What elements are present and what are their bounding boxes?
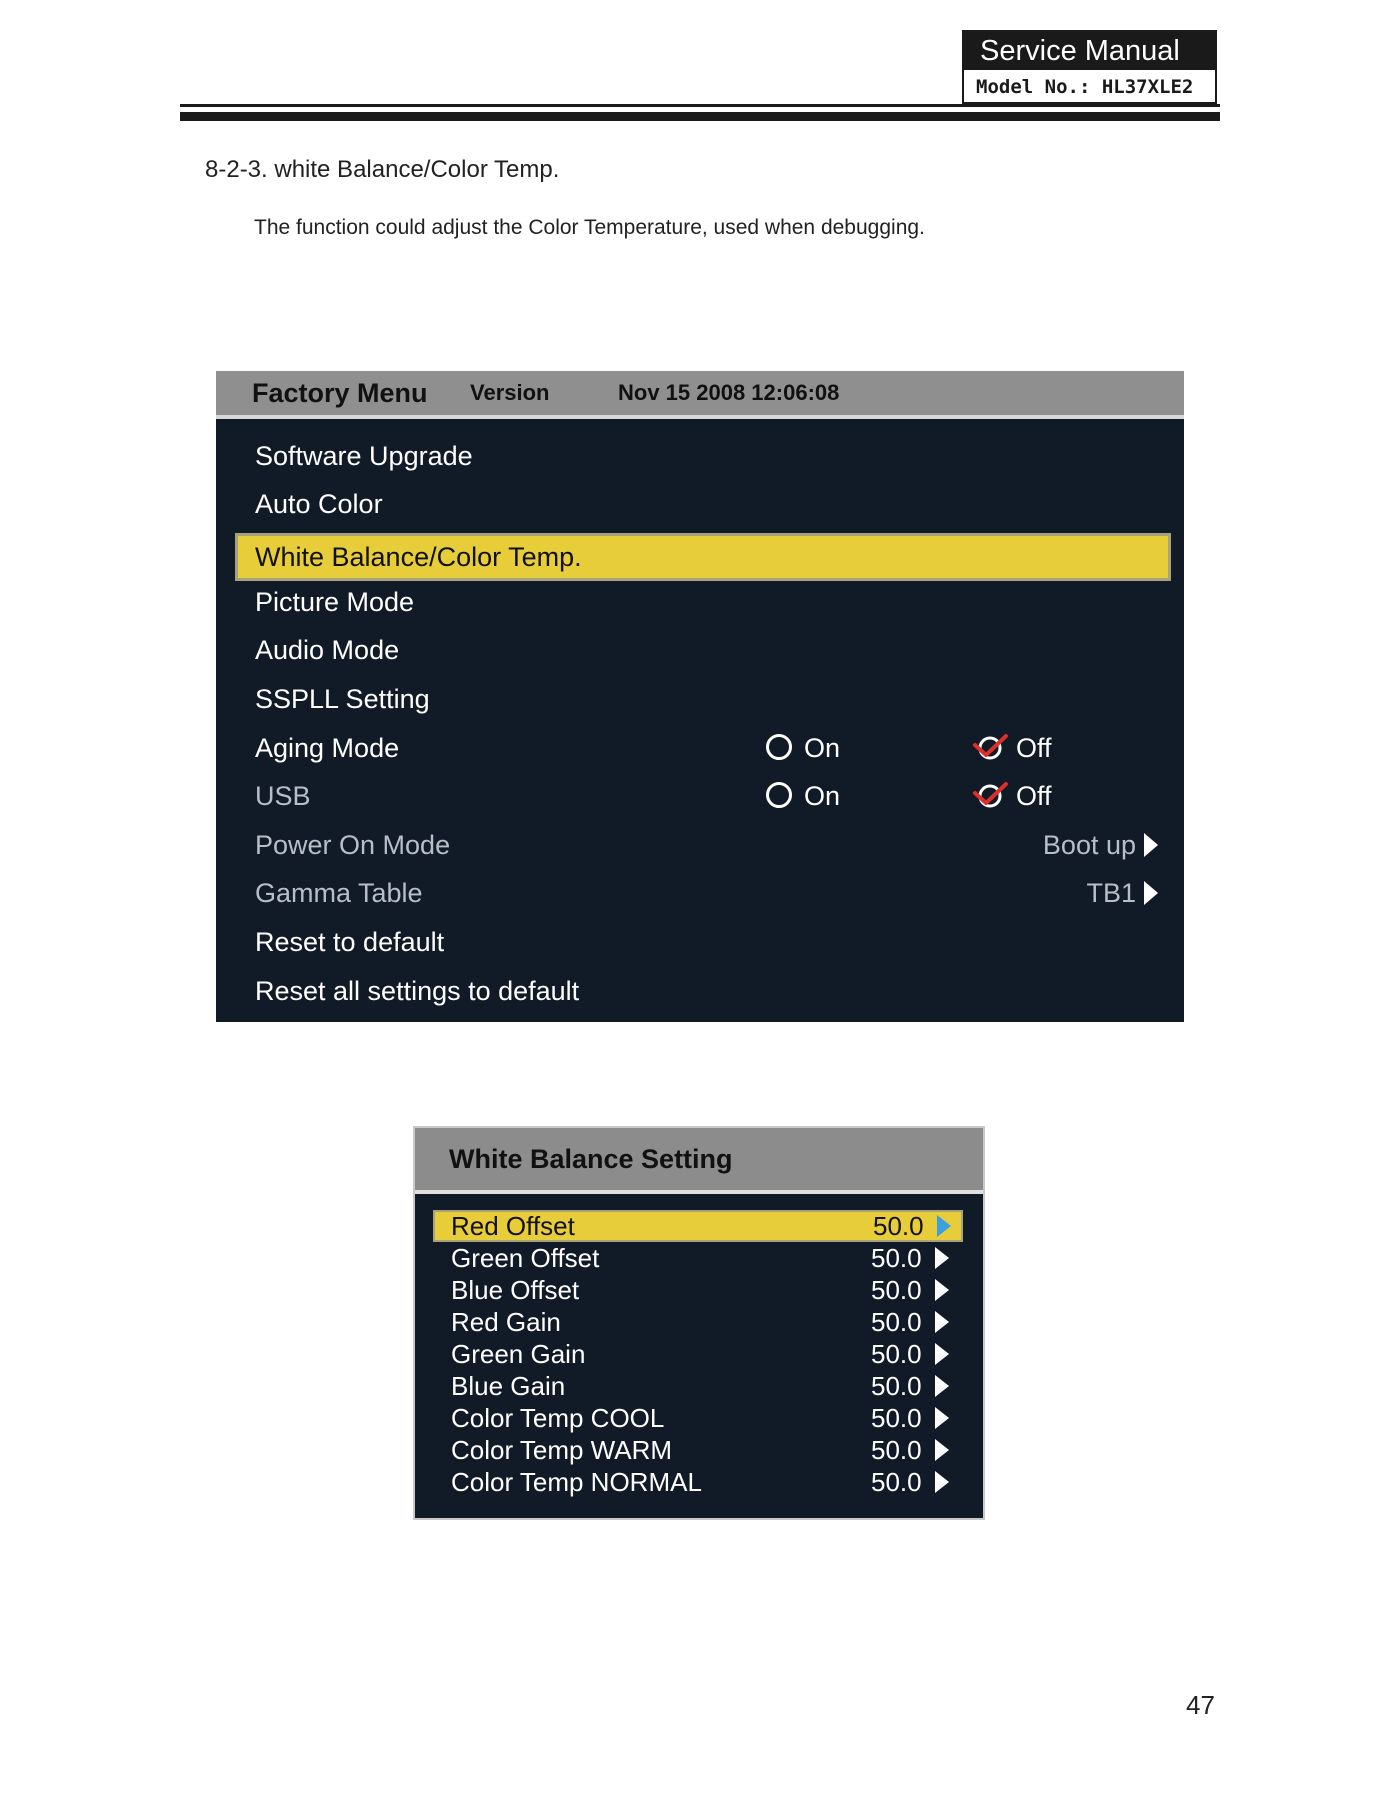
white-balance-title: White Balance Setting — [449, 1144, 733, 1174]
wb-item-value: 50.0 — [871, 1467, 922, 1497]
wb-item-value: 50.0 — [871, 1435, 922, 1465]
factory-menu-titlebar — [216, 371, 1184, 419]
menu-item-auto-color[interactable] — [216, 480, 1184, 528]
section-heading: 8-2-3. white Balance/Color Temp. — [205, 156, 560, 183]
wb-item-value: 50.0 — [871, 1339, 922, 1369]
wb-item-label: Red Gain — [451, 1307, 561, 1337]
wb-item-value: 50.0 — [871, 1371, 922, 1401]
menu-item-white-balance-selected[interactable] — [235, 533, 1171, 581]
menu-item-audio-mode[interactable] — [216, 626, 1184, 674]
wb-item-color-temp-normal[interactable] — [415, 1466, 983, 1498]
wb-item-value: 50.0 — [871, 1403, 922, 1433]
value-label: Boot up — [1042, 830, 1136, 860]
wb-item-label: Color Temp NORMAL — [451, 1467, 702, 1497]
gamma-table-value[interactable] — [1086, 869, 1158, 917]
menu-item-label: White Balance/Color Temp. — [255, 542, 582, 572]
menu-item-label: Reset to default — [255, 927, 445, 957]
wb-item-red-offset-selected[interactable] — [433, 1210, 963, 1242]
usb-off-option[interactable] — [972, 772, 1052, 820]
menu-item-label: Auto Color — [255, 489, 383, 519]
menu-item-sspll-setting[interactable] — [216, 675, 1184, 723]
wb-item-blue-gain[interactable] — [415, 1370, 983, 1402]
menu-item-usb[interactable] — [216, 772, 1184, 820]
menu-item-aging-mode[interactable] — [216, 724, 1184, 772]
wb-item-green-offset[interactable] — [415, 1242, 983, 1274]
menu-item-label: Power On Mode — [255, 830, 451, 860]
wb-item-label: Red Offset — [451, 1211, 575, 1241]
menu-item-label: Reset all settings to default — [255, 976, 580, 1006]
checked-radio-icon — [972, 733, 1010, 761]
arrow-right-icon[interactable] — [935, 1311, 949, 1333]
wb-item-blue-offset[interactable] — [415, 1274, 983, 1306]
option-label: Off — [1016, 781, 1052, 811]
section-description: The function could adjust the Color Temperature, used when debugging. — [254, 216, 925, 239]
arrow-right-icon[interactable] — [935, 1407, 949, 1429]
wb-item-green-gain[interactable] — [415, 1338, 983, 1370]
menu-item-power-on-mode[interactable] — [216, 821, 1184, 869]
page-number: 47 — [1186, 1690, 1215, 1720]
option-label: Off — [1016, 733, 1052, 763]
wb-item-label: Blue Gain — [451, 1371, 566, 1401]
version-label: Version — [470, 380, 550, 405]
checked-radio-icon — [972, 781, 1010, 809]
arrow-right-icon[interactable] — [935, 1343, 949, 1365]
white-balance-titlebar — [415, 1128, 983, 1194]
factory-menu-title: Factory Menu — [252, 378, 428, 408]
arrow-right-icon[interactable] — [935, 1375, 949, 1397]
wb-item-label: Color Temp WARM — [451, 1435, 673, 1465]
menu-item-label: Software Upgrade — [255, 441, 473, 471]
wb-item-label: Blue Offset — [451, 1275, 580, 1305]
arrow-right-icon[interactable] — [937, 1215, 951, 1237]
arrow-right-icon[interactable] — [935, 1279, 949, 1301]
factory-menu-panel — [216, 371, 1184, 1022]
wb-item-value: 50.0 — [871, 1307, 922, 1337]
menu-item-label: SSPLL Setting — [255, 684, 430, 714]
option-label: On — [804, 733, 841, 763]
wb-item-label: Color Temp COOL — [451, 1403, 665, 1433]
arrow-right-icon[interactable] — [935, 1471, 949, 1493]
arrow-right-icon — [1144, 881, 1158, 905]
radio-icon — [766, 734, 792, 760]
arrow-right-icon[interactable] — [935, 1247, 949, 1269]
header-box — [962, 30, 1217, 104]
wb-item-color-temp-warm[interactable] — [415, 1434, 983, 1466]
wb-item-value: 50.0 — [871, 1275, 922, 1305]
arrow-right-icon — [1144, 833, 1158, 857]
menu-item-label: Gamma Table — [255, 878, 423, 908]
wb-item-color-temp-cool[interactable] — [415, 1402, 983, 1434]
menu-item-reset-default[interactable] — [216, 918, 1184, 966]
menu-item-label: Aging Mode — [255, 733, 400, 763]
menu-item-label: USB — [255, 781, 311, 811]
model-number: Model No.: HL37XLE2 — [976, 76, 1194, 98]
power-on-mode-value[interactable] — [1043, 821, 1158, 869]
header-rule-thick — [180, 112, 1220, 121]
header-rule-thin — [180, 104, 1220, 107]
value-label: TB1 — [1086, 878, 1136, 908]
option-label: On — [804, 781, 841, 811]
wb-item-red-gain[interactable] — [415, 1306, 983, 1338]
wb-item-label: Green Gain — [451, 1339, 586, 1369]
usb-on-option[interactable] — [766, 772, 840, 820]
version-date: Nov 15 2008 12:06:08 — [618, 380, 840, 405]
menu-item-reset-all[interactable] — [216, 967, 1184, 1015]
wb-item-value: 50.0 — [873, 1211, 924, 1241]
wb-item-value: 50.0 — [871, 1243, 922, 1273]
menu-item-picture-mode[interactable] — [216, 578, 1184, 626]
menu-item-gamma-table[interactable] — [216, 869, 1184, 917]
wb-item-label: Green Offset — [451, 1243, 600, 1273]
aging-on-option[interactable] — [766, 724, 840, 772]
radio-icon — [766, 782, 792, 808]
manual-title: Service Manual — [964, 32, 1215, 70]
arrow-right-icon[interactable] — [935, 1439, 949, 1461]
menu-item-label: Picture Mode — [255, 587, 415, 617]
menu-item-software-upgrade[interactable] — [216, 432, 1184, 480]
white-balance-panel — [413, 1126, 985, 1520]
menu-item-label: Audio Mode — [255, 635, 400, 665]
aging-off-option[interactable] — [972, 724, 1052, 772]
